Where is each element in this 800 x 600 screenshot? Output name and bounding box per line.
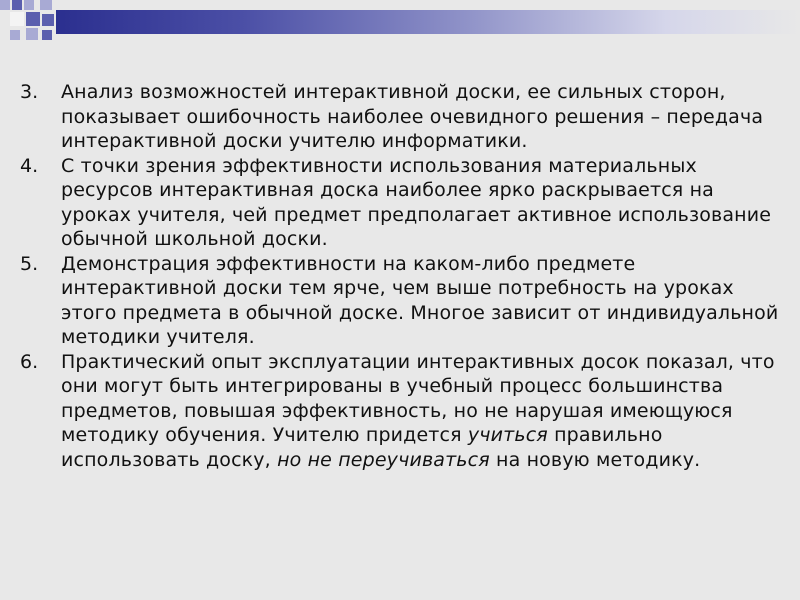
- decor-square: [42, 30, 52, 40]
- list-item-number: 6.: [20, 350, 39, 373]
- decor-square: [12, 0, 22, 10]
- list-item-number: 5.: [20, 252, 39, 275]
- list-item: [20, 154, 780, 252]
- decor-square: [40, 0, 52, 10]
- text-segment: Практический опыт эксплуатации интерактивных досок показал, что они могут быть интегрированы в учебный процесс большинства предметов, повышая эффективность, но не нарушая имеющуюся методику обучения. Учителю придется: [61, 350, 775, 446]
- decor-square: [10, 30, 20, 40]
- list-item-text: [61, 350, 780, 473]
- list-item: [20, 350, 780, 473]
- list-item-number: 3.: [20, 81, 39, 103]
- header-gradient-bar: [56, 10, 800, 34]
- decor-square: [42, 14, 54, 26]
- list-item: [20, 252, 780, 350]
- list-item-text: С точки зрения эффективности использования материальных ресурсов интерактивная доска наиболее ярко раскрывается на уроках учителя, чей предмет предполагает активное использование обычной школьной доски.: [61, 154, 772, 250]
- text-segment: правильно использовать доску,: [61, 424, 663, 471]
- list-item: [20, 80, 780, 154]
- list-item-number: 4.: [20, 154, 39, 177]
- slide-header-decoration: [0, 0, 800, 48]
- decor-square: [26, 28, 38, 40]
- slide-body: [20, 80, 780, 472]
- emphasized-text: учиться: [467, 424, 548, 446]
- decor-square: [0, 0, 10, 10]
- emphasized-text: но не переучиваться: [277, 448, 490, 471]
- decor-square: [24, 0, 34, 10]
- text-segment: на новую методику.: [489, 448, 701, 471]
- decor-square: [26, 12, 40, 26]
- list-item-text: Демонстрация эффективности на каком-либо предмете интерактивной доски тем ярче, чем выше потребность на уроках этого предмета в обычной доске. Многое зависит от индивидуальной методики учителя.: [61, 252, 779, 348]
- numbered-list: [20, 80, 780, 472]
- list-item-text: Анализ возможностей интерактивной доски, ее сильных сторон, показывает ошибочность наиболее очевидного решения – передача интерактивной доски учителю информатики.: [61, 81, 764, 152]
- decor-square: [10, 12, 24, 26]
